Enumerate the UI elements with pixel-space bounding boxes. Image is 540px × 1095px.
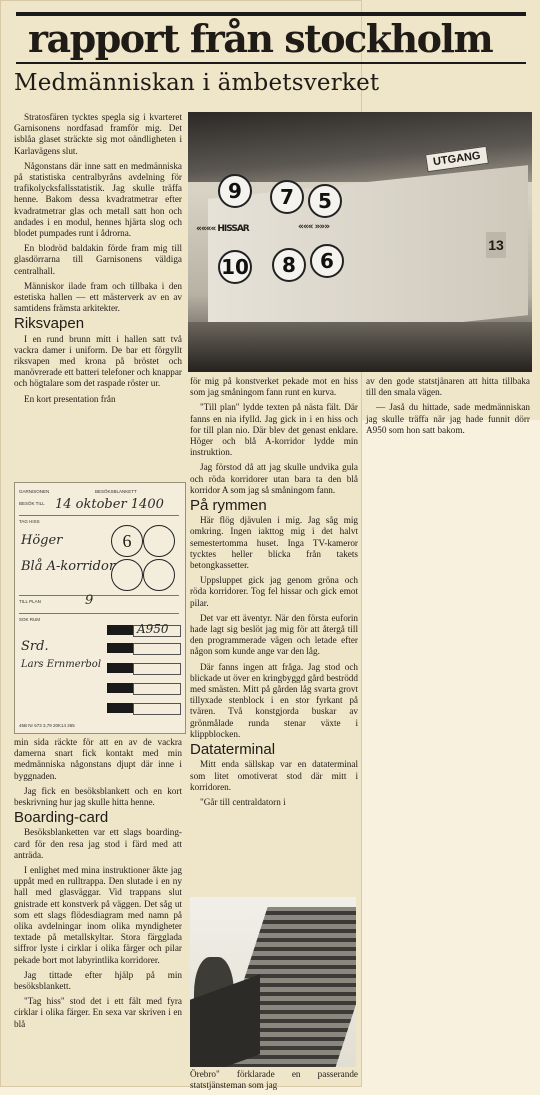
paragraph: Någonstans där inne satt en medmänniska på statistiska centralbyråns avdelning för trafikolycksfallsstatistik. Jag skulle träffa henne. Bakom dessa kvadratmetrar efter kvadratmetrar glas och metall satt hon och andades i en modul, hennes hjärta slog och blodet pumpades runt i ådrorna. <box>14 160 182 239</box>
paragraph: "Tag hiss" stod det i ett fält med fyra cirklar i olika färger. En sexa var skriven i en blå <box>14 996 182 1029</box>
headline: Medmänniskan i ämbetsverket <box>14 70 380 96</box>
paragraph: Människor ilade fram och tillbaka i den estetiska hallen — ett mästerverk av en av samtidens främsta arkitekter. <box>14 280 182 314</box>
number-circle: 9 <box>218 174 252 208</box>
subheading-dataterminal: Dataterminal <box>190 741 276 759</box>
photo-artwork-hall <box>188 112 532 372</box>
paragraph: Jag tittade efter hjälp på min besöksblankett. <box>14 969 182 992</box>
paragraph: Det var ett äventyr. När den första euforin hade lagt sig beslöt jag mig för att återgå till den programmerade vägen och letade efter någon som kunde ange var den låg. <box>190 612 358 657</box>
paragraph: Jag förstod då att jag skulle undvika gula och röda korridorer utan bara ta den blå korridor A som jag så småningom fann. <box>190 462 358 495</box>
form-box <box>133 663 181 675</box>
exit-sign: UTGANG <box>425 146 489 172</box>
paragraph: av den gode statstjänaren att hitta tillbaka till den smala vägen. <box>366 376 530 398</box>
paragraph: — Jaså du hittade, sade medmänniskan jag skulle träffa när jag hade funnit dörr A950 som hon satt bakom. <box>366 402 530 435</box>
number-circle: 5 <box>308 184 342 218</box>
form-black-block <box>107 625 133 635</box>
form-line <box>19 595 179 596</box>
paragraph: Mitt enda sällskap var en dataterminal som litet omotiverat stod där mitt i korridoren. <box>190 759 358 792</box>
form-line <box>19 515 179 516</box>
visitor-form-image <box>14 482 186 734</box>
paragraph: Där fanns ingen att fråga. Jag stod och blickade ut över en kringbyggd gård beströdd med smästen. Mitt på gården låg svarta grovt tillyxade stenblock i en stor fyrkant på tvären. Två konstgjorda buskar av grönmålade runda stenar växte i klippblocken. <box>190 661 358 739</box>
form-hand-2: Blå A-korridor <box>21 559 116 574</box>
number-circle: 7 <box>270 180 304 214</box>
form-tag-label: TAG HISS <box>19 519 40 524</box>
form-title: BESÖKSBLANKETT <box>95 489 137 494</box>
form-hand-1: Höger <box>21 533 63 548</box>
form-circle-2 <box>143 525 175 557</box>
form-box <box>133 683 181 695</box>
masthead-title: rapport från stockholm <box>28 16 493 61</box>
paragraph: En kort presentation från <box>24 393 116 404</box>
subheading-boarding-card: Boarding-card <box>14 809 109 827</box>
paragraph: I enlighet med mina instruktioner åkte jag uppåt med en rulltrappa. Den slutade i en ny hall med glasväggar. Vid trappans slut gnistrade ett konstverk på väggen. Det såg ut som ett slags flödesdiagram med namn på olika avdelningar inom olika myndigheter textade på metallskyltar. Stora färggladа siffror lyste i cirklar i olika färger och pilar pekade bort mot labyrintlika korridorer. <box>14 865 182 965</box>
arrow-strip-left: «««« HISSAR <box>196 224 249 234</box>
form-footer: 45B Nr 673 3,79 20K14 265 <box>19 723 75 728</box>
column-3 <box>366 376 530 440</box>
arrow-strip-right: ««« »»» <box>298 222 330 232</box>
masthead <box>16 12 526 64</box>
form-till-plan-value: 9 <box>85 593 94 608</box>
number-circle: 6 <box>310 244 344 278</box>
form-org: GARNISONEN <box>19 489 50 494</box>
door-number: 13 <box>486 232 506 258</box>
form-circle-3 <box>111 559 143 591</box>
paragraph: för mig på konstverket pekade mot en hiss som jag småningom fann runt en kurva. <box>190 376 358 398</box>
column-1-intro <box>14 112 182 409</box>
form-circle-1: 6 <box>111 525 143 557</box>
paragraph: min sida räckte för att en av de vackra damerna snart fick kontakt med min medmänniska någonstans djupt där inne i byggnaden. <box>14 737 182 781</box>
form-date-label: BESÖK TILL <box>19 501 45 506</box>
subheading-riksvapen: Riksvapen <box>14 315 85 333</box>
form-hand-4: Lars Ernmerbol <box>21 659 102 670</box>
form-room-label: SOK RUM <box>19 617 41 622</box>
form-date-value: 14 oktober 1400 <box>55 497 164 512</box>
form-hand-3: Srd. <box>21 639 49 654</box>
form-black-block <box>107 643 133 653</box>
column-2 <box>190 376 358 812</box>
paragraph: Stratosfären tycktes spegla sig i kvarteret Garnisonens nordfasad framför mig. Det isblåa glaset sträckte sig mot oändligheten i Karlavägens slut. <box>14 112 182 156</box>
number-circle: 10 <box>218 250 252 284</box>
photo-building <box>190 897 356 1067</box>
paragraph: I en rund brunn mitt i hallen satt två vackra damer i uniform. De bar ett förgyllt riksvapen med krona på bröstet och manövrerade ett batteri telefoner och knappar och högtalare som det raspade röster ur. <box>14 333 182 389</box>
form-circle-4 <box>143 559 175 591</box>
form-room-value: A950 <box>137 622 169 636</box>
paragraph: En blodröd baldakin förde fram mig till glasdörrarna till Garnisonens väldiga centralhall. <box>14 243 182 276</box>
form-black-block <box>107 683 133 693</box>
form-till-plan-label: TILL PLAN <box>19 599 41 604</box>
paragraph: "Till plan" lydde texten på nästa fält. Där fanns en nia ifylld. Jag gick in i en hiss och for till plan nio. Där blev det genast enklare. Höger och blå A-korridor lydde min instruktion. <box>190 402 358 458</box>
paragraph: Uppsluppet gick jag genom gröna och röda korridorer. Tog fel hissar och gick emot pilar. <box>190 575 358 608</box>
number-circle: 8 <box>272 248 306 282</box>
paragraph: "Går till centraldatorn i <box>200 796 286 807</box>
form-box <box>133 703 181 715</box>
form-black-block <box>107 663 133 673</box>
paragraph: Besöksblanketten var ett slags boarding-card för den resa jag stod i färd med att anträda. <box>14 827 182 860</box>
paragraph: Örebro" förklarade en passerande statstjänsteman som jag <box>190 1069 358 1091</box>
form-box <box>133 643 181 655</box>
column-1-lower <box>14 737 182 1034</box>
subheading-pa-rymmen: På rymmen <box>190 497 267 515</box>
paragraph: Jag fick en besöksblankett och en kort beskrivning hur jag skulle hitta henne. <box>14 785 182 808</box>
form-black-block <box>107 703 133 713</box>
form-line <box>19 613 179 614</box>
column-2-bottom <box>190 1069 358 1095</box>
paragraph: Här flög djävulen i mig. Jag såg mig omkring. Ingen iakttog mig i det halvt semestertomma huset. Inga TV-kameror tycktes heller blicka från takets betongkassetter. <box>190 515 358 571</box>
photo-floor <box>188 322 532 372</box>
